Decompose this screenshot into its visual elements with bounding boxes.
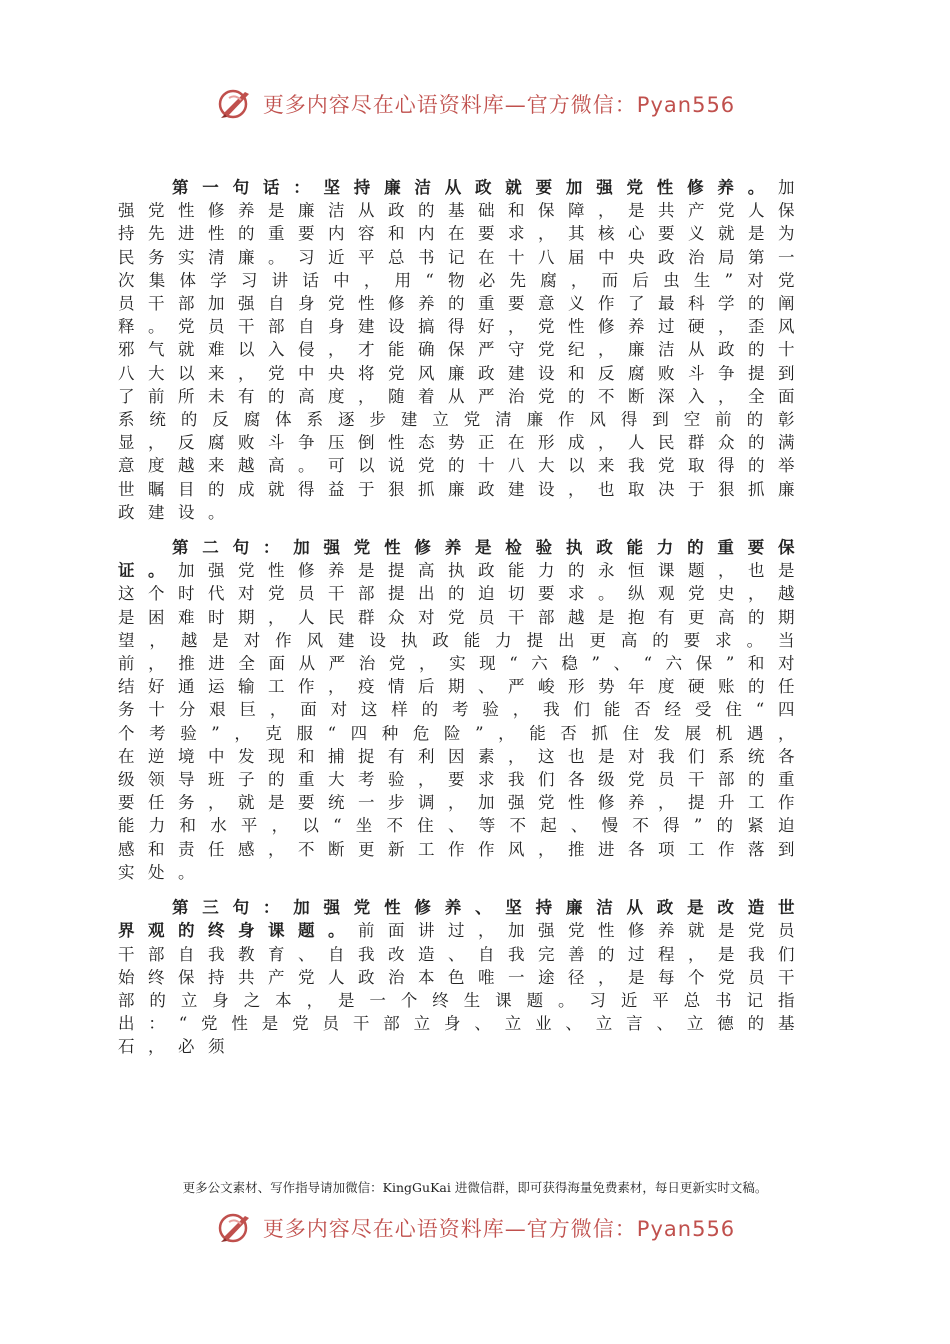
paragraph-text: 加强党性修养是提高执政能力的永恒课题，也是这个时代对党员干部提出的迫切要求。纵观党史，越是困难时期，人民群众对党员干部越是抱有更高的期望，越是对作风建设执政能力提出更高的要求。当前，推进全面从严治党，实现“六稳”、“六保”和对结好通运输工作，疫情后期、严峻形势年度硬账的任务十分艰巨，面对这样的考验，我们能否经受住“四个考验”，克服“四种危险”，能否抓住发展机遇，在逆境中发现和捕捉有利因素，这也是对我们系统各级领导班子的重大考验，要求我们各级党员干部的重要任务，就是要统一步调，加强党性修养，提升工作能力和水平，以“坐不住、等不起、慢不得”的紧迫感和责任感，不断更新工作作风，推进各项工作落到实处。 (118, 561, 808, 882)
paragraph-heading: 第二句：加强党性修养是检验执政能力的重要保证。 (118, 538, 808, 581)
pen-emblem-icon (215, 1208, 255, 1248)
pen-emblem-icon (215, 84, 255, 124)
footer-banner (0, 1206, 950, 1250)
banner-text: 更多内容尽在心语资料库—官方微信：Pyan556 (262, 93, 736, 117)
footer-note: 更多公文素材、写作指导请加微信：KingGuKai 进微信群，即可获得海量免费素材，每日更新实时文稿。 (182, 1180, 768, 1195)
paragraph-2 (118, 536, 808, 884)
document-body (118, 176, 808, 1071)
paragraph-3 (118, 896, 808, 1058)
paragraph-heading: 第三句：加强党性修养、坚持廉洁从政是改造世界观的终身课题。 (118, 898, 808, 941)
banner-text: 更多内容尽在心语资料库—官方微信：Pyan556 (262, 1217, 736, 1241)
paragraph-heading: 第一句话：坚持廉洁从政就要加强党性修养。 (172, 178, 778, 197)
paragraph-1 (118, 176, 808, 524)
header-banner (0, 82, 950, 126)
paragraph-text: 前面讲过，加强党性修养就是党员干部自我教育、自我改造、自我完善的过程，是我们始终保持共产党人政治本色唯一途径，是每个党员干部的立身之本，是一个终生课题。习近平总书记指出：“党性是党员干部立身、立业、立言、立德的基石，必须 (118, 921, 808, 1057)
paragraph-text: 加强党性修养是廉洁从政的基础和保障，是共产党人保持先进性的重要内容和内在要求，其核心要义就是为民务实清廉。习近平总书记在十八届中央政治局第一次集体学习讲话中，用“物必先腐，而后虫生”对党员干部加强自身党性修养的重要意义作了最科学的阐释。党员干部自身建设搞得好，党性修养过硬，歪风邪气就难以入侵，才能确保严守党纪，廉洁从政的十八大以来，党中央将党风廉政建设和反腐败斗争提到了前所未有的高度，随着从严治党的不断深入，全面系统的反腐体系逐步建立党清廉作风得到空前的彰显，反腐败斗争压倒性态势正在形成，人民群众的满意度越来越高。可以说党的十八大以来我党取得的举世瞩目的成就得益于狠抓廉政建设，也取决于狠抓廉政建设。 (118, 178, 808, 522)
